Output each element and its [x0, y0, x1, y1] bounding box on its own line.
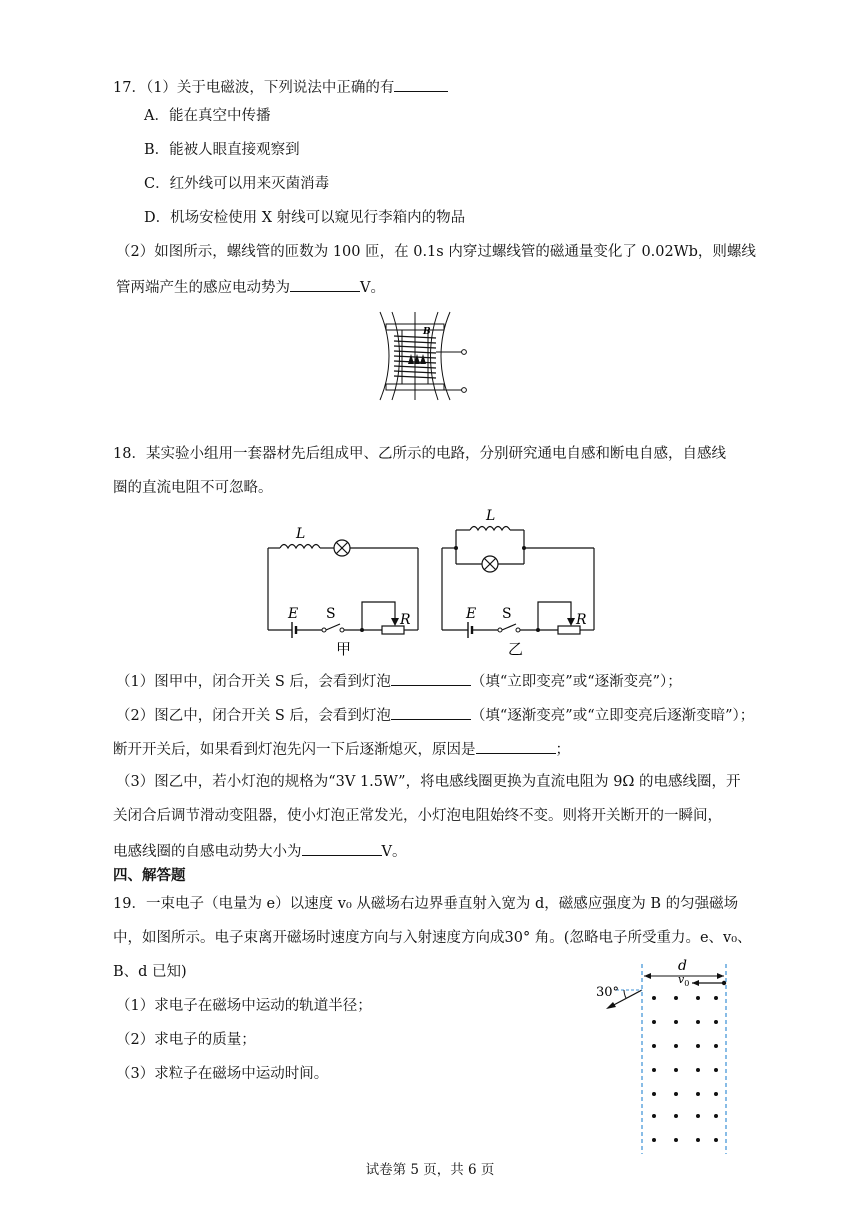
figure-caption: 甲	[336, 640, 352, 658]
q18-intro-line2: 圈的直流电阻不可忽略。	[113, 480, 273, 496]
answer-blank	[391, 670, 471, 686]
battery-label: E	[288, 606, 299, 622]
q17-option-c: C．红外线可以用来灭菌消毒	[144, 176, 330, 192]
answer-blank	[394, 76, 448, 92]
q18-sub3-line2: 关闭合后调节滑动变阻器，使小灯泡正常发光，小灯泡电阻始终不变。则将开关断开的一瞬间，	[113, 808, 722, 824]
battery-label: E	[466, 606, 477, 622]
width-label: d	[678, 958, 687, 974]
q18-sub3-line1: （3）图乙中，若小灯泡的规格为“3V 1.5W”，将电感线圈更换为直流电阻为 9Ω 的电感线圈，开	[116, 774, 741, 790]
field-label: B	[423, 327, 431, 337]
angle-label: 30°	[596, 985, 620, 1000]
answer-blank	[391, 704, 471, 720]
q19-sub1: （1）求电子在磁场中运动的轨道半径；	[116, 998, 372, 1014]
magnetic-field-figure	[594, 950, 744, 1158]
q19-line3: B、d 已知)	[113, 964, 187, 980]
q18-intro-line1: 18．某实验小组用一套器材先后组成甲、乙所示的电路，分别研究通电自感和断电自感，自感线	[113, 446, 726, 462]
field-dots	[652, 996, 718, 1142]
q19-line1: 19．一束电子（电量为 e）以速度 v₀ 从磁场右边界垂直射入宽为 d，磁感应强度为 B 的匀强磁场	[113, 896, 739, 912]
solenoid-figure	[372, 310, 472, 402]
answer-blank	[302, 840, 382, 856]
switch-label: S	[502, 606, 512, 622]
q17-part1: 17．（1）关于电磁波，下列说法中正确的有	[113, 76, 448, 98]
q19-sub3: （3）求粒子在磁场中运动时间。	[116, 1066, 329, 1082]
inductor-label: L	[296, 526, 306, 542]
q17-option-d: D．机场安检使用 X 射线可以窥见行李箱内的物品	[144, 210, 466, 226]
figure-caption: 乙	[508, 640, 524, 658]
switch-label: S	[326, 606, 336, 622]
q17-option-a: A．能在真空中传播	[144, 108, 271, 124]
q17-option-b: B．能被人眼直接观察到	[144, 142, 300, 158]
answer-blank	[476, 738, 556, 754]
answer-blank	[290, 276, 360, 292]
q18-sub3-line3: 电感线圈的自感电动势大小为 V。	[113, 840, 406, 862]
q17-part2-line1: （2）如图所示，螺线管的匝数为 100 匝，在 0.1s 内穿过螺线管的磁通量变化了 0.02Wb，则螺线	[116, 244, 756, 260]
inductor-label: L	[486, 508, 496, 524]
q18-sub2-line1: （2）图乙中，闭合开关 S 后，会看到灯泡 （填“逐渐变亮”或“立即变亮后逐渐变暗”）；	[116, 704, 754, 726]
q18-sub2-line2: 断开开关后，如果看到灯泡先闪一下后逐渐熄灭，原因是 ；	[113, 738, 570, 760]
q19-line2: 中，如图所示。电子束离开磁场时速度方向与入射速度方向成30° 角。(忽略电子所受重力。e、v₀、	[113, 930, 752, 946]
q18-sub1: （1）图甲中，闭合开关 S 后，会看到灯泡 （填“立即变亮”或“逐渐变亮”）；	[116, 670, 682, 692]
section-heading: 四、解答题	[113, 867, 186, 884]
q19-sub2: （2）求电子的质量；	[116, 1032, 256, 1048]
circuit-yi	[438, 502, 600, 660]
q17-part2-line2: 管两端产生的感应电动势为 V。	[116, 276, 385, 298]
circuit-jia	[262, 520, 424, 660]
rheostat-label: R	[400, 612, 411, 628]
page-footer: 试卷第 5 页，共 6 页	[365, 1162, 495, 1178]
rheostat-label: R	[576, 612, 587, 628]
velocity-label: $v_0$	[678, 973, 690, 988]
